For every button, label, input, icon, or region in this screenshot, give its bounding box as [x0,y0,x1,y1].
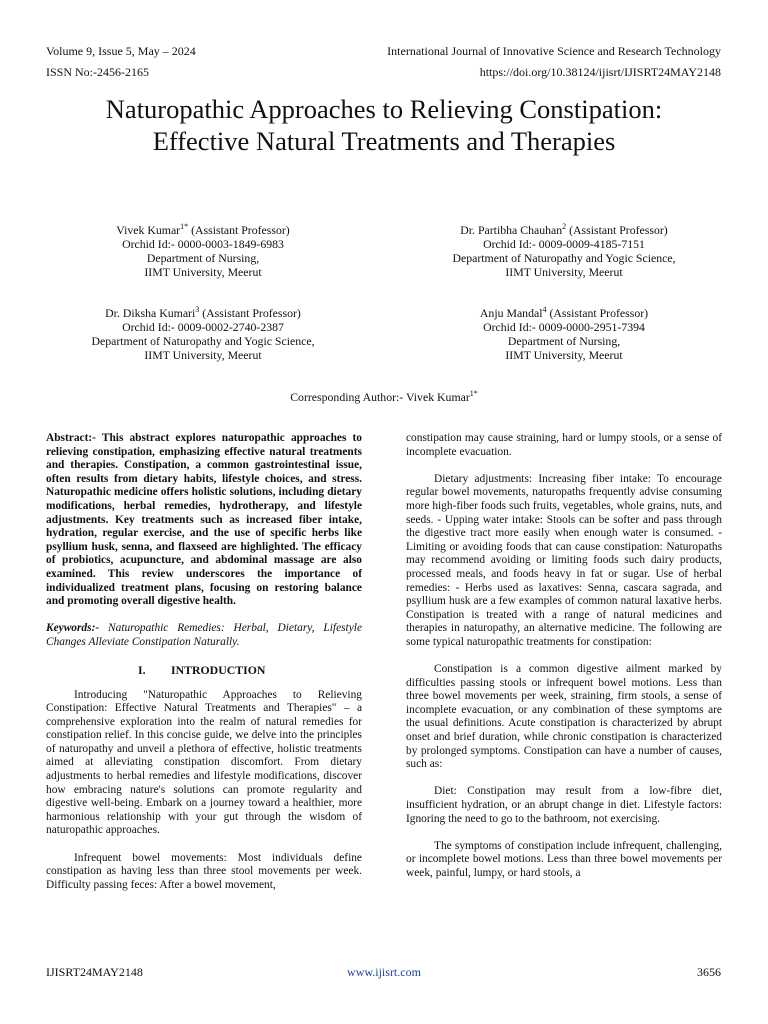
header-doi-link[interactable]: https://doi.org/10.38124/ijisrt/IJISRT24MAY2148 [479,65,721,79]
author-role: (Assistant Professor) [566,223,668,237]
author-department: Department of Nursing, [146,251,260,265]
footer-website-link[interactable]: www.ijisrt.com [347,965,421,979]
right-column [406,432,722,881]
author-orchid: Orchid Id:- 0009-0009-4185-7151 [483,237,645,251]
author-department: Department of Naturopathy and Yogic Science, [452,251,676,265]
author-block-3 [68,306,338,362]
author-affiliation-mark: 2 [562,222,567,232]
author-name: Dr. Diksha Kumari [105,306,196,320]
body-paragraph: Diet: Constipation may result from a low-fibre diet, insufficient hydration, or an abrupt change in diet. Lifestyle factors: Ignoring the need to go to the bathroom, not exercising. [406,785,722,825]
keywords-label: Keywords:- [46,622,100,635]
author-affiliation-mark: 3 [195,305,200,315]
header-volume: Volume 9, Issue 5, May – 2024 [46,44,196,58]
author-university: IIMT University, Meerut [144,348,262,362]
body-paragraph: Constipation is a common digestive ailment marked by difficulties passing stools or infrequent bowel motions. Less than three bowel movements per week, straining, firm stools, a sense of incomplete evacuation, or any combination of these symptoms are the usual definitions. Acute constipation is characterized by abrupt onset and brief duration, while chronic constipation is characterized by prolonged symptoms. Constipation can have a number of causes, such as: [406,663,722,771]
body-paragraph: The symptoms of constipation include infrequent, challenging, or incomplete bowel motions. Less than three bowel movements per week, painful, lumpy, or hard stools, a [406,839,722,879]
keywords [46,622,362,649]
author-block-2 [428,223,700,279]
author-role: (Assistant Professor) [199,306,301,320]
intro-paragraph-2: Infrequent bowel movements: Most individuals define constipation as having less than three stool movements per week. Difficulty passing feces: After a bowel movement, [46,851,362,891]
author-role: (Assistant Professor) [546,306,649,320]
section-number: I. [138,662,146,677]
corresponding-author-mark: 1* [469,389,478,399]
header-issn: ISSN No:-2456-2165 [46,65,150,79]
author-department: Department of Naturopathy and Yogic Science, [91,334,315,348]
author-university: IIMT University, Meerut [144,265,262,279]
header-journal: International Journal of Innovative Science and Research Technology [387,44,721,58]
author-orchid: Orchid Id:- 0000-0003-1849-6983 [122,237,284,251]
paper-title: Naturopathic Approaches to Relieving Constipation: Effective Natural Treatments and Therapies [105,94,663,156]
corresponding-author-label: Corresponding Author:- Vivek Kumar [290,390,470,404]
footer-paper-id: IJISRT24MAY2148 [46,965,143,979]
author-block-1 [68,223,338,279]
author-name: Vivek Kumar [116,223,181,237]
keywords-text: Naturopathic Remedies: Herbal, Dietary, Lifestyle Changes Alleviate Constipation Naturally. [46,622,362,648]
author-name: Anju Mandal [479,306,543,320]
footer-page-number: 3656 [697,965,721,979]
body-paragraph: constipation may cause straining, hard or lumpy stools, or a sense of incomplete evacuation. [406,432,722,458]
body-paragraph: Dietary adjustments: Increasing fiber intake: To encourage regular bowel movements, naturopaths frequently advise consuming more high-fiber foods such fruits, vegetables, whole grains, nuts, and seeds. - Upping water intake: Stools can be softer and pass through the digestive tract more easily when enough water is consumed. - Limiting or avoiding foods that can cause constipation: Naturopaths may recommend avoiding or limiting foods such dairy products, processed meals, and foods heavy in fat or sugar. Use of herbal remedies: - Herbs used as laxatives: Senna, cascara sagrada, and psyllium husk are a few examples of common natural laxative herbs. Constipation is treated with a range of natural medicines and therapies in naturopathy, an alternative medicine. The following are some typical naturopathic treatments for constipation: [406,472,722,648]
author-role: (Assistant Professor) [188,223,290,237]
section-title: INTRODUCTION [171,662,266,677]
author-name: Dr. Partibha Chauhan [460,223,563,237]
author-orchid: Orchid Id:- 0009-0002-2740-2387 [122,320,284,334]
author-department: Department of Nursing, [507,334,621,348]
author-orchid: Orchid Id:- 0009-0000-2951-7394 [483,320,645,334]
author-affiliation-mark: 1* [180,222,189,232]
author-block-4 [428,306,700,362]
left-column [46,432,362,892]
intro-paragraph-1: Introducing "Naturopathic Approaches to Relieving Constipation: Effective Natural Treatments and Therapies" – a comprehensive exploration into the realm of natural remedies for constipation relief. In this concise guide, we delve into the principles of naturopathy and unveil a plethora of effective, holistic treatments aimed at alleviating constipation discomfort. From dietary adjustments to herbal remedies and lifestyle modifications, discover how embracing nature's solutions can promote regularity and digestive well-being. Embark on a journey toward a healthier, more harmonious relationship with your gut through the wisdom of naturopathic approaches. [46,688,362,837]
abstract-label: Abstract:- [46,432,96,444]
author-affiliation-mark: 4 [542,305,547,315]
corresponding-author [0,390,768,404]
abstract-text: This abstract explores naturopathic approaches to relieving constipation, emphasizing effective natural treatments and therapies. Constipation, a common gastrointestinal issue, often results from dietary habits, lifestyle choices, and stress. Naturopathic medicine offers holistic solutions, including dietary modifications, herbal remedies, hydrotherapy, and lifestyle adjustments. Key treatments such as increased fiber intake, hydration, regular exercise, and the use of specific herbs like psyllium husk, senna, and flaxseed are highlighted. The efficacy of probiotics, acupuncture, and abdominal massage are also examined. This review underscores the importance of individualized treatment plans, focusing on restoring balance and promoting overall digestive health. [46,432,362,608]
section-heading-introduction [46,663,362,677]
author-university: IIMT University, Meerut [505,348,623,362]
author-university: IIMT University, Meerut [505,265,623,279]
abstract [46,432,362,609]
